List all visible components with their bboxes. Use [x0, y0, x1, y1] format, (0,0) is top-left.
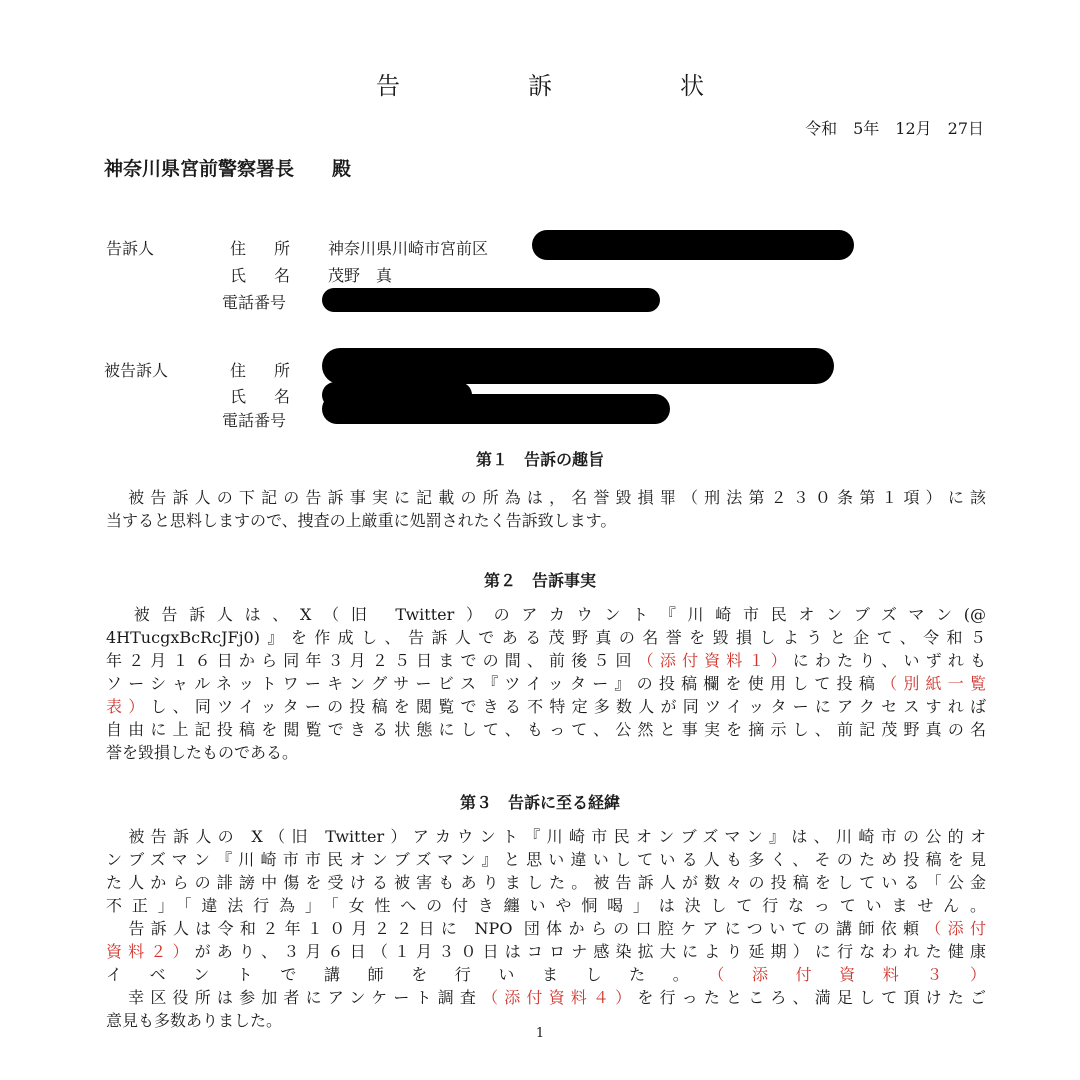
document-title: 告 訴 状 — [376, 72, 756, 100]
section-heading: 第３ 告訴に至る経緯 — [459, 793, 620, 812]
document-date: 令和 5年 12月 27日 — [805, 119, 984, 138]
body-line — [106, 741, 986, 764]
body-line — [106, 672, 986, 695]
body-text: 被告訴人の下記の告訴事実に記載の所為は，名誉毀損罪（刑法第２３０条第１項）に該 — [106, 488, 986, 507]
body-text: 不正」「違法行為」「女性への付き纏いや恫喝」は決して行なっていません。 — [106, 896, 986, 915]
complainant-address-label: 住 所 — [230, 239, 297, 258]
body-text: 自由に上記投稿を閲覧できる状態にして、もって、公然と事実を摘示し、前記茂野真の名 — [106, 720, 986, 739]
page-number: 1 — [535, 1026, 545, 1041]
complainant-role-label: 告訴人 — [106, 239, 155, 258]
body-text: を行ったところ、満足して頂けたご — [637, 988, 986, 1007]
section-body — [106, 825, 986, 1032]
body-line — [106, 871, 986, 894]
body-text: にわたり、いずれも — [792, 651, 986, 670]
body-line — [106, 848, 986, 871]
redaction-bar — [322, 288, 660, 312]
body-line — [106, 940, 986, 963]
body-text: イベントで講師を行いました。 — [106, 965, 717, 984]
attachment-reference: 表） — [106, 697, 151, 716]
body-text: 誉を毀損したものである。 — [106, 743, 299, 762]
complainant-name-label: 氏 名 — [230, 266, 297, 285]
body-text: があり、３月６日（１月３０日はコロナ感染拡大により延期）に行なわれた健康 — [194, 942, 986, 961]
body-text: 4HTucgxBcRcJFj0)』を作成し、告訴人である茂野真の名誉を毀損しようと企て、令和５ — [106, 628, 986, 647]
attachment-reference: （添付 — [925, 919, 986, 938]
attachment-reference: （添付資料４） — [482, 988, 638, 1007]
body-text: 被告訴人の X（旧 Twitter）アカウント『川崎市民オンブズマン』は、川崎市の公的オ — [106, 827, 986, 846]
accused-name-label: 氏 名 — [230, 387, 297, 406]
body-text: た人からの誹謗中傷を受ける被害もありました。被告訴人が数々の投稿をしている「公金 — [106, 873, 986, 892]
redaction-bar — [322, 348, 834, 384]
attachment-reference: 資料２） — [106, 942, 195, 961]
body-line — [106, 603, 986, 626]
attachment-reference: （添付資料３） — [716, 965, 986, 984]
complainant-name-value: 茂野 真 — [328, 266, 393, 285]
body-text: ソーシャルネットワーキングサービス『ツイッター』の投稿欄を使用して投稿 — [106, 674, 882, 693]
body-line — [106, 695, 986, 718]
body-text: 告訴人は令和２年１０月２２日に NPO 団体からの口腔ケアについての講師依頼 — [106, 919, 926, 938]
body-text: 年２月１６日から同年３月２５日までの間、前後５回 — [106, 651, 638, 670]
complainant-phone-label: 電話番号 — [222, 293, 287, 312]
body-line — [106, 825, 986, 848]
body-text: 意見も多数ありました。 — [106, 1011, 283, 1030]
redaction-bar — [532, 230, 854, 260]
body-text: 被告訴人は、X（旧 Twitter）のアカウント『川崎市民オンブズマン(@ — [106, 605, 986, 624]
body-line — [106, 718, 986, 741]
complainant-address-value: 神奈川県川崎市宮前区 — [328, 239, 489, 258]
body-text: 幸区役所は参加者にアンケート調査 — [106, 988, 483, 1007]
body-line — [106, 963, 986, 986]
body-line — [106, 486, 986, 509]
section-body — [106, 486, 986, 532]
body-line — [106, 986, 986, 1009]
accused-role-label: 被告訴人 — [104, 361, 169, 380]
section-heading: 第２ 告訴事実 — [483, 571, 596, 590]
body-text: し、同ツイッターの投稿を閲覧できる不特定多数人が同ツイッターにアクセスすれば — [150, 697, 986, 716]
body-line — [106, 894, 986, 917]
body-line — [106, 626, 986, 649]
attachment-reference: （添付資料１） — [637, 651, 793, 670]
section-heading: 第１ 告訴の趣旨 — [475, 450, 604, 469]
body-line — [106, 649, 986, 672]
addressee: 神奈川県宮前警察署長 殿 — [104, 158, 352, 180]
body-line — [106, 509, 986, 532]
body-text: ンブズマン『川崎市市民オンブズマン』と思い違いしている人も多く、そのため投稿を見 — [106, 850, 986, 869]
body-line — [106, 917, 986, 940]
section-body — [106, 603, 986, 764]
accused-address-label: 住 所 — [230, 361, 297, 380]
redaction-bar — [322, 394, 670, 424]
accused-phone-label: 電話番号 — [222, 411, 287, 430]
body-text: 当すると思料しますので、捜査の上厳重に処罰されたく告訴致します。 — [106, 511, 617, 530]
attachment-reference: （別紙一覧 — [881, 674, 986, 693]
